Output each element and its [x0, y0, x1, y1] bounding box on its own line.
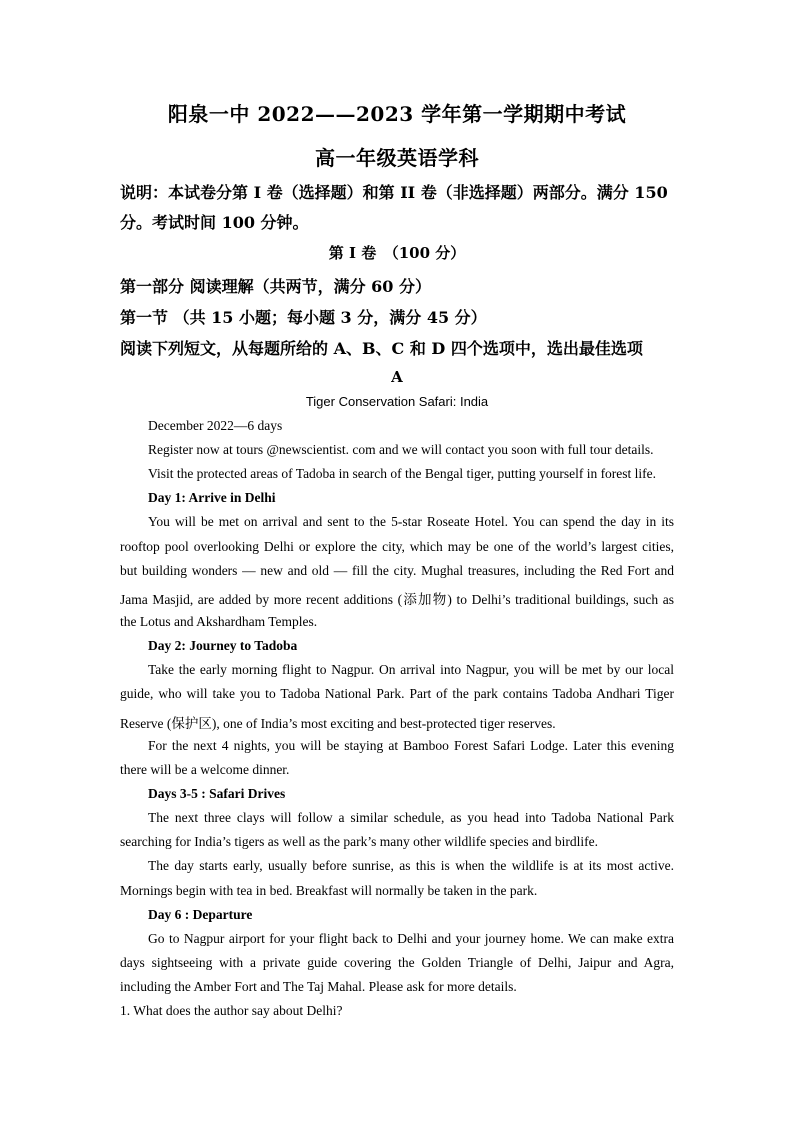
- exam-title: 阳泉一中 2022——2023 学年第一学期期中考试: [167, 102, 627, 126]
- day2-line: Take the early morning flight to Nagpur. On arrival into Nagpur, you will be met by our local: [148, 662, 674, 677]
- day6-line: Go to Nagpur airport for your flight back to Delhi and your journey home. We can make extra: [148, 931, 674, 946]
- day35-line: searching for India’s tigers as well as the park’s many other wildlife species and birdlife.: [120, 834, 598, 849]
- volume-heading: 第 I 卷 （100 分）: [328, 244, 466, 262]
- part-heading: 第一部分 阅读理解（共两节，满分 60 分）: [120, 277, 431, 296]
- directions: 阅读下列短文，从每题所给的 A、B、C 和 D 四个选项中，选出最佳选项: [120, 339, 643, 358]
- day6-heading: Day 6 : Departure: [148, 907, 253, 922]
- day2-line: For the next 4 nights, you will be staying at Bamboo Forest Safari Lodge. Later this evening: [148, 738, 674, 753]
- section-heading: 第一节 （共 15 小题；每小题 3 分，满分 45 分）: [120, 308, 487, 327]
- day2-line: there will be a welcome dinner.: [120, 762, 290, 777]
- tour-date: December 2022—6 days: [148, 418, 283, 433]
- day35-line: The next three clays will follow a similar schedule, as you head into Tadoba National Park: [148, 810, 674, 825]
- day2-heading: Day 2: Journey to Tadoba: [148, 638, 298, 653]
- day1-line: Jama Masjid, are added by more recent additions (添加物) to Delhi’s traditional buildings, such as: [120, 592, 674, 607]
- day1-heading: Day 1: Arrive in Delhi: [148, 490, 276, 505]
- passage-label: A: [391, 368, 403, 386]
- instructions-line2: 分。考试时间 100 分钟。: [120, 213, 309, 232]
- day1-line: the Lotus and Akshardham Temples.: [120, 614, 318, 629]
- passage-title: Tiger Conservation Safari: India: [305, 394, 489, 409]
- day1-line: You will be met on arrival and sent to the 5-star Roseate Hotel. You can spend the day in its: [148, 514, 674, 529]
- day35-line: The day starts early, usually before sunrise, as this is when the wildlife is at its most active.: [148, 858, 674, 873]
- register-line: Register now at tours @newscientist. com and we will contact you soon with full tour details.: [148, 442, 654, 457]
- day2-line: guide, who will take you to Tadoba National Park. Part of the park contains Tadoba Andhari Tiger: [120, 686, 674, 701]
- day35-heading: Days 3-5 : Safari Drives: [148, 786, 286, 801]
- day2-line: Reserve (保护区), one of India’s most exciting and best-protected tiger reserves.: [120, 716, 556, 731]
- day6-line: days sightseeing with a private guide covering the Golden Triangle of Delhi, Jaipur and Agra,: [120, 955, 674, 970]
- day1-line: but building wonders — new and old — fill the city. Mughal treasures, including the Red Fort and: [120, 563, 674, 578]
- day1-line: rooftop pool overlooking Delhi or explore the city, which may be one of the world’s largest cities,: [120, 539, 674, 554]
- question-1: 1. What does the author say about Delhi?: [120, 1003, 343, 1018]
- day35-line: Mornings begin with tea in bed. Breakfast will normally be taken in the park.: [120, 883, 538, 898]
- day6-line: including the Amber Fort and The Taj Mahal. Please ask for more details.: [120, 979, 517, 994]
- exam-subtitle: 高一年级英语学科: [315, 146, 479, 170]
- instructions-line1: 说明：本试卷分第 I 卷（选择题）和第 II 卷（非选择题）两部分。满分 150: [120, 183, 668, 202]
- visit-line: Visit the protected areas of Tadoba in search of the Bengal tiger, putting yourself in forest life.: [148, 466, 657, 481]
